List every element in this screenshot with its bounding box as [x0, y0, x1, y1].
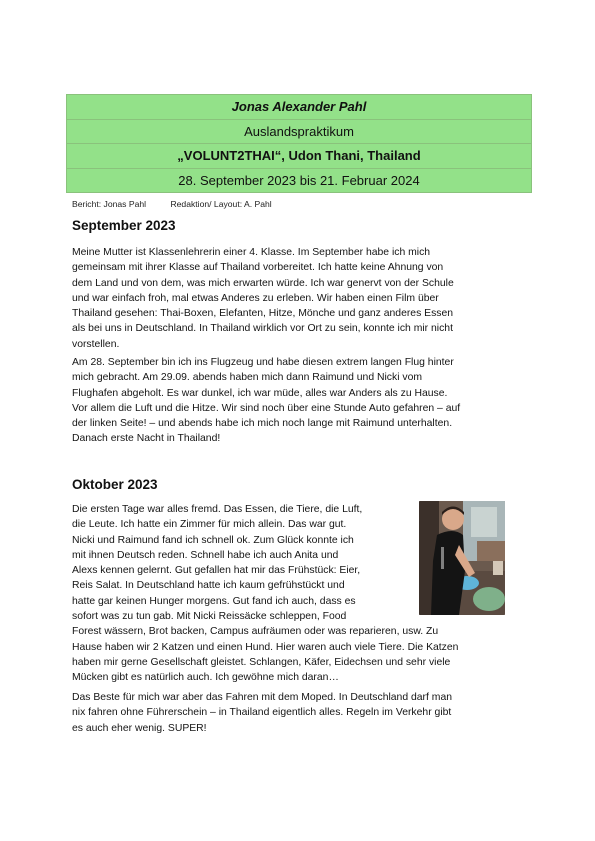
editorial-credit: Redaktion/ Layout: A. Pahl — [170, 199, 272, 209]
text-line: Danach erste Nacht in Thailand! — [72, 433, 221, 445]
text-line: Hause haben wir 2 Katzen und einen Hund. Hier waren auch viele Tiere. Die Katzen — [72, 641, 459, 653]
kitchen-photo — [419, 501, 505, 615]
header-box — [66, 94, 532, 193]
text-line: gemeinsam mit ihrer Klasse auf Thailand vorbereitet. Ich hatte keine Ahnung von — [72, 262, 444, 274]
text-line: dem Land und von dem, was mich erwarten würde. Ich war genervt von der Schule — [72, 277, 454, 289]
september-paragraph-2 — [72, 355, 524, 447]
text-line: haben mir gerne Gesellschaft gleistet. Schlangen, Käfer, Eidechsen und sehr viele — [72, 656, 451, 668]
program-subtitle: Auslandspraktikum — [67, 120, 531, 145]
project-title: „VOLUNT2THAI“, Udon Thani, Thailand — [67, 144, 531, 169]
text-line: die Leute. Ich hatte ein Zimmer für mich allein. Das war gut. — [72, 519, 347, 531]
text-line: sofort was zu tun gab. Mit Nicki Reissäcke schleppen, Food — [72, 611, 347, 623]
text-line: Alexs kennen gelernt. Gut gefallen hat mir das Frühstück: Eier, — [72, 565, 361, 577]
text-line: Reis Salat. In Deutschland hatte ich kaum gefrühstückt und — [72, 580, 345, 592]
text-line: Das Beste für mich war aber das Fahren mit dem Moped. In Deutschland darf man — [72, 692, 453, 703]
section-heading-september: September 2023 — [72, 218, 176, 233]
date-range: 28. September 2023 bis 21. Februar 2024 — [178, 172, 420, 188]
text-line: nix fahren ohne Führerschein – in Thailand eigentlich alles. Regeln im Verkehr gibt — [72, 707, 452, 719]
text-line: es auch eher wenig. SUPER! — [72, 722, 207, 734]
text-line: hatte gar keinen Hunger morgens. Gut fand ich auch, dass es — [72, 595, 356, 607]
text-line: Die ersten Tage war alles fremd. Das Essen, die Tiere, die Luft, — [72, 504, 363, 515]
text-line: mit ihnen Deutsch reden. Schnell habe ich auch Anita und — [72, 549, 339, 561]
text-line: mich gebracht. Am 29.09. abends haben mich dann Raimund und Nicki vom — [72, 372, 423, 384]
oktober-paragraph-2 — [72, 690, 524, 736]
report-credit: Bericht: Jonas Pahl — [72, 199, 147, 209]
text-line: Flughafen abgeholt. Es war dunkel, ich war müde, alles war Anders als zu Hause. — [72, 387, 448, 399]
credits-line — [72, 199, 272, 209]
text-line: Thailand gesehen: Thai-Boxen, Elefanten, Hitze, Mönche und ganz anderes Essen — [72, 308, 454, 320]
text-line: Mücken gibt es natürlich auch. Ich gewöhne mich daran… — [72, 672, 339, 684]
author-name: Jonas Alexander Pahl — [67, 95, 531, 120]
text-line: Meine Mutter ist Klassenlehrerin einer 4. Klasse. Im September habe ich mich — [72, 247, 431, 258]
text-line: und war einfach froh, mal etwas Anderes zu erleben. Wir haben einen Film über — [72, 292, 439, 304]
text-line: Vor allem die Luft und die Hitze. Wir sind noch über eine Stunde Auto gefahren – auf — [72, 402, 461, 414]
text-line: Forest wässern, Brot backen, Campus aufräumen oder was reparieren, usw. Zu — [72, 626, 439, 638]
text-line: vorstellen. — [72, 338, 120, 350]
text-line: als bei uns in Deutschland. In Thailand wirklich vor Ort zu sein, konnte ich mir nicht — [72, 323, 453, 335]
text-line: Nicki und Raimund fand ich schnell ok. Zum Glück konnte ich — [72, 534, 354, 546]
section-heading-oktober: Oktober 2023 — [72, 477, 158, 492]
text-line: der linken Seite! – und abends habe ich mich noch lange mit Raimund unterhalten. — [72, 418, 453, 430]
text-line: Am 28. September bin ich ins Flugzeug und habe diesen extrem langen Flug hinter — [72, 357, 454, 368]
september-paragraph-1 — [72, 245, 524, 352]
person-cooking-image — [419, 501, 505, 615]
